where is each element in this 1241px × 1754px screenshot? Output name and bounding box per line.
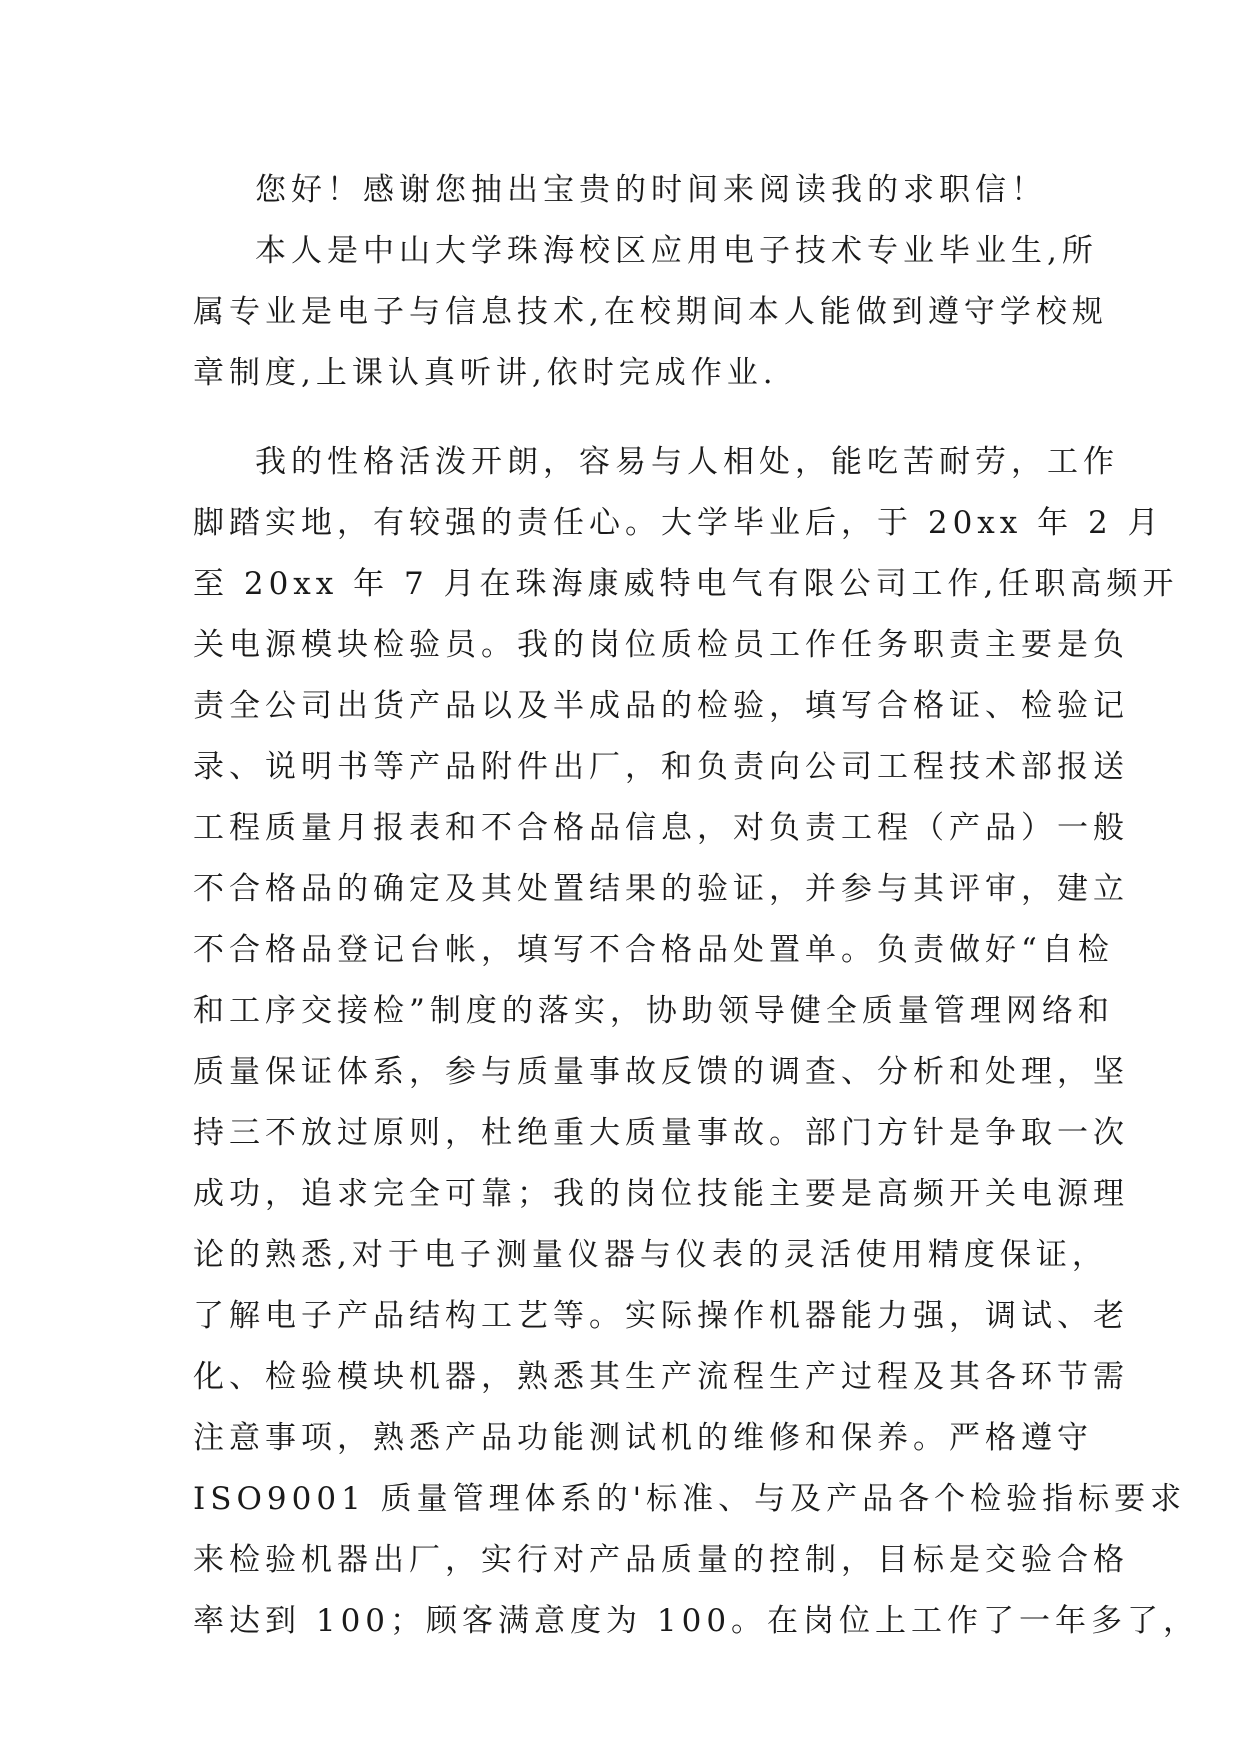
paragraph-spacer <box>193 404 1053 432</box>
paragraph-experience <box>193 432 1200 1652</box>
text-line: 关电源模块检验员。我的岗位质检员工作任务职责主要是负 <box>193 627 1129 663</box>
text-line: 属专业是电子与信息技术,在校期间本人能做到遵守学校规 <box>193 294 1108 330</box>
letter-body <box>193 160 1200 1652</box>
text-line: 责全公司出货产品以及半成品的检验，填写合格证、检验记 <box>193 688 1129 724</box>
text-line: 化、检验模块机器，熟悉其生产流程生产过程及其各环节需 <box>193 1359 1129 1395</box>
text-line: 脚踏实地，有较强的责任心。大学毕业后，于 20xx 年 2 月 <box>193 505 1164 541</box>
greeting-line: 您好！感谢您抽出宝贵的时间来阅读我的求职信！ <box>255 172 1047 208</box>
text-line: 和工序交接检”制度的落实，协助领导健全质量管理网络和 <box>193 993 1114 1029</box>
text-line: 来检验机器出厂，实行对产品质量的控制，目标是交验合格 <box>193 1542 1129 1578</box>
text-line: 不合格品的确定及其处置结果的验证，并参与其评审，建立 <box>193 871 1129 907</box>
text-line: 本人是中山大学珠海校区应用电子技术专业毕业生,所 <box>255 233 1098 269</box>
text-line: ISO9001 质量管理体系的'标准、与及产品各个检验指标要求 <box>193 1481 1187 1517</box>
text-line: 章制度,上课认真听讲,依时完成作业. <box>193 355 778 391</box>
text-line: 录、说明书等产品附件出厂，和负责向公司工程技术部报送 <box>193 749 1129 785</box>
text-line: 论的熟悉,对于电子测量仪器与仪表的灵活使用精度保证， <box>193 1237 1108 1273</box>
text-line: 了解电子产品结构工艺等。实际操作机器能力强，调试、老 <box>193 1298 1129 1334</box>
text-line: 率达到 100；顾客满意度为 100。在岗位上工作了一年多了， <box>193 1603 1200 1639</box>
paragraph-education <box>193 221 1108 404</box>
text-line: 我的性格活泼开朗，容易与人相处，能吃苦耐劳，工作 <box>255 444 1119 480</box>
text-line: 质量保证体系，参与质量事故反馈的调查、分析和处理，坚 <box>193 1054 1129 1090</box>
text-line: 不合格品登记台帐，填写不合格品处置单。负责做好“自检 <box>193 932 1114 968</box>
text-line: 至 20xx 年 7 月在珠海康威特电气有限公司工作,任职高频开 <box>193 566 1179 602</box>
text-line: 注意事项，熟悉产品功能测试机的维修和保养。严格遵守 <box>193 1420 1093 1456</box>
text-line: 持三不放过原则，杜绝重大质量事故。部门方针是争取一次 <box>193 1115 1129 1151</box>
text-line: 成功，追求完全可靠；我的岗位技能主要是高频开关电源理 <box>193 1176 1129 1212</box>
text-line: 工程质量月报表和不合格品信息，对负责工程（产品）一般 <box>193 810 1129 846</box>
